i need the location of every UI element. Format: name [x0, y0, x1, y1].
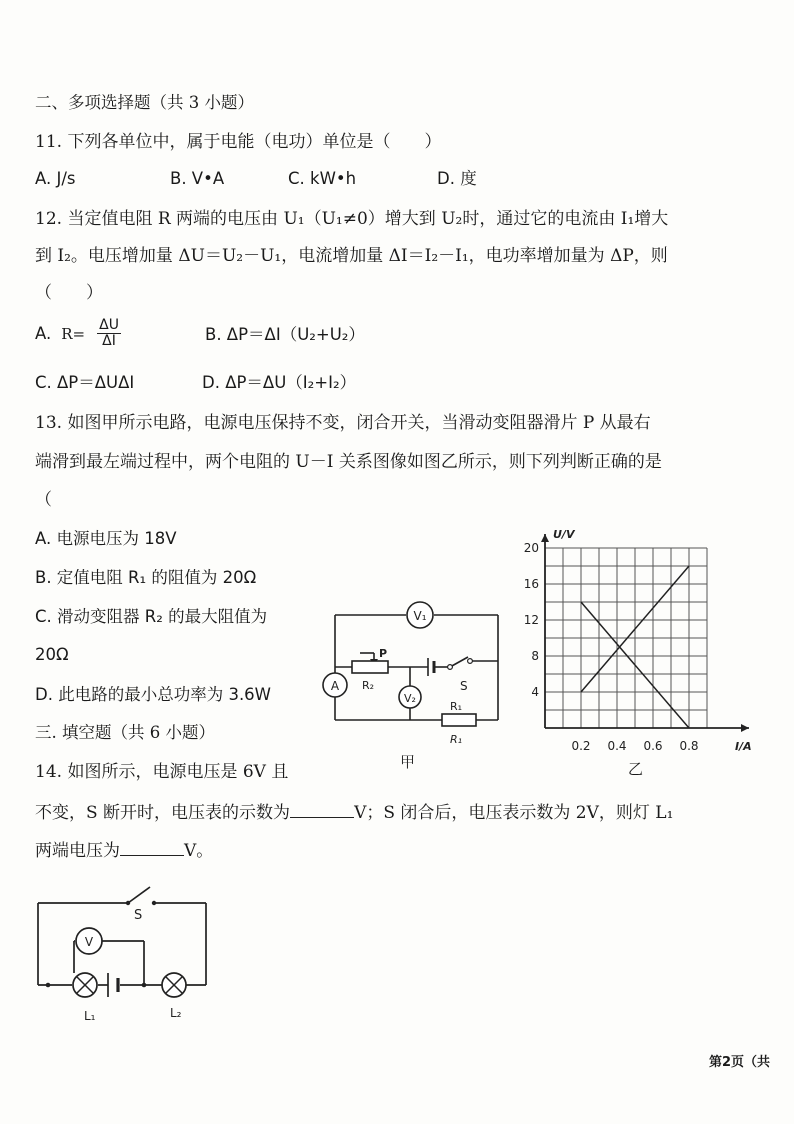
y-axis-arrow [541, 534, 549, 542]
q12-option-a-lhs: R= [61, 324, 86, 343]
q12-stem-line1: 12. 当定值电阻 R 两端的电压由 U₁（U₁≠0）增大到 U₂时，通过它的电流由 I₁增大 [35, 209, 669, 229]
y-axis-label: U/V [553, 528, 575, 541]
q11-stem: 11. 下列各单位中，属于电能（电功）单位是（ ） [35, 132, 442, 152]
y-tick-label: 12 [523, 613, 539, 627]
fraction-numerator: ΔU [99, 317, 119, 333]
q11-option-d: D. 度 [437, 169, 477, 188]
x-tick-label: 0.2 [571, 739, 591, 753]
answer-blank-2[interactable] [120, 840, 184, 856]
x-tick-label: 0.4 [607, 739, 627, 753]
q13-option-b: B. 定值电阻 R₁ 的阻值为 20Ω [35, 568, 257, 587]
fraction-denominator: ΔI [102, 333, 116, 349]
x-tick-label: 0.6 [643, 739, 663, 753]
v1-label: V₁ [413, 609, 427, 623]
q14-line2-part2: V；S 闭合后，电压表示数为 2V，则灯 L₁ [354, 803, 674, 823]
y-tick-label: 20 [523, 541, 539, 555]
q12-option-d: D. ΔP＝ΔU（I₂+I₂） [202, 373, 357, 392]
q14-stem-line2 [35, 802, 673, 824]
r2-label: R₂ [362, 679, 375, 692]
ui-graph-yi [505, 515, 765, 785]
q14-line2-part1: 不变，S 断开时，电压表的示数为 [35, 803, 291, 823]
q13-option-c-line1: C. 滑动变阻器 R₂ 的最大阻值为 [35, 607, 268, 626]
y-tick-label: 4 [531, 685, 539, 699]
lamp-l2-icon [162, 973, 186, 997]
q11-option-c: C. kW•h [288, 169, 357, 188]
x-tick-label: 0.8 [679, 739, 699, 753]
q13-option-c-line2: 20Ω [35, 645, 69, 664]
q14-line3-part2: V。 [184, 841, 214, 861]
y-tick-label: 16 [523, 577, 539, 591]
x-axis-label: I/A [735, 740, 752, 753]
q12-option-a [35, 318, 121, 349]
r1-top-label: R₁ [450, 700, 463, 713]
voltmeter-label: V [84, 935, 94, 949]
slider-p-label: P [379, 647, 388, 660]
circuit-diagram-q14 [28, 875, 218, 1025]
rheostat-r2 [352, 661, 388, 673]
section-2-title: 二、多项选择题（共 3 小题） [35, 93, 254, 112]
x-axis-arrow [741, 724, 749, 732]
q12-option-a-fraction [97, 318, 121, 349]
y-tick-label: 8 [531, 649, 539, 663]
q13-option-d: D. 此电路的最小总功率为 3.6W [35, 685, 271, 704]
switch-label: S [134, 908, 143, 923]
circuit-diagram-jia [310, 595, 510, 775]
figure-jia-caption: 甲 [400, 753, 416, 771]
q14-stem-line1: 14. 如图所示，电源电压是 6V 且 [35, 762, 289, 782]
q14-stem-line3 [35, 840, 213, 862]
page-number: 第2页（共 [709, 1055, 771, 1070]
q12-option-c: C. ΔP＝ΔUΔI [35, 373, 135, 392]
q13-stem-line1: 13. 如图甲所示电路，电源电压保持不变，闭合开关，当滑动变阻器滑片 P 从最右 [35, 413, 651, 433]
resistor-r1 [442, 714, 476, 726]
l1-label: L₁ [84, 1009, 96, 1023]
figure-yi-caption: 乙 [628, 760, 644, 778]
q12-stem-line2: 到 I₂。电压增加量 ΔU＝U₂－U₁，电流增加量 ΔI＝I₂－I₁，电功率增加量为 ΔP，则 [35, 246, 668, 266]
l2-label: L₂ [170, 1006, 182, 1020]
q11-option-a: A. J/s [35, 169, 76, 188]
q13-option-a: A. 电源电压为 18V [35, 529, 177, 548]
q12-stem-line3: （ ） [35, 283, 103, 303]
q13-stem-line3: （ [35, 490, 52, 510]
q11-option-b: B. V•A [170, 169, 225, 188]
q13-stem-line2: 端滑到最左端过程中，两个电阻的 U－I 关系图像如图乙所示，则下列判断正确的是 [35, 452, 662, 472]
lamp-l1-icon [73, 973, 97, 997]
switch-s-label: S [460, 679, 468, 693]
q14-line3-part1: 两端电压为 [35, 841, 120, 861]
answer-blank-1[interactable] [290, 802, 354, 818]
section-3-title: 三. 填空题（共 6 小题） [35, 723, 215, 742]
q12-option-a-label: A. [35, 323, 52, 343]
ammeter-label: A [330, 679, 340, 693]
r1-bottom-label: R₁ [450, 733, 463, 746]
v2-label: V₂ [404, 692, 416, 705]
q12-option-b: B. ΔP＝ΔI（U₂+U₂） [205, 325, 365, 344]
